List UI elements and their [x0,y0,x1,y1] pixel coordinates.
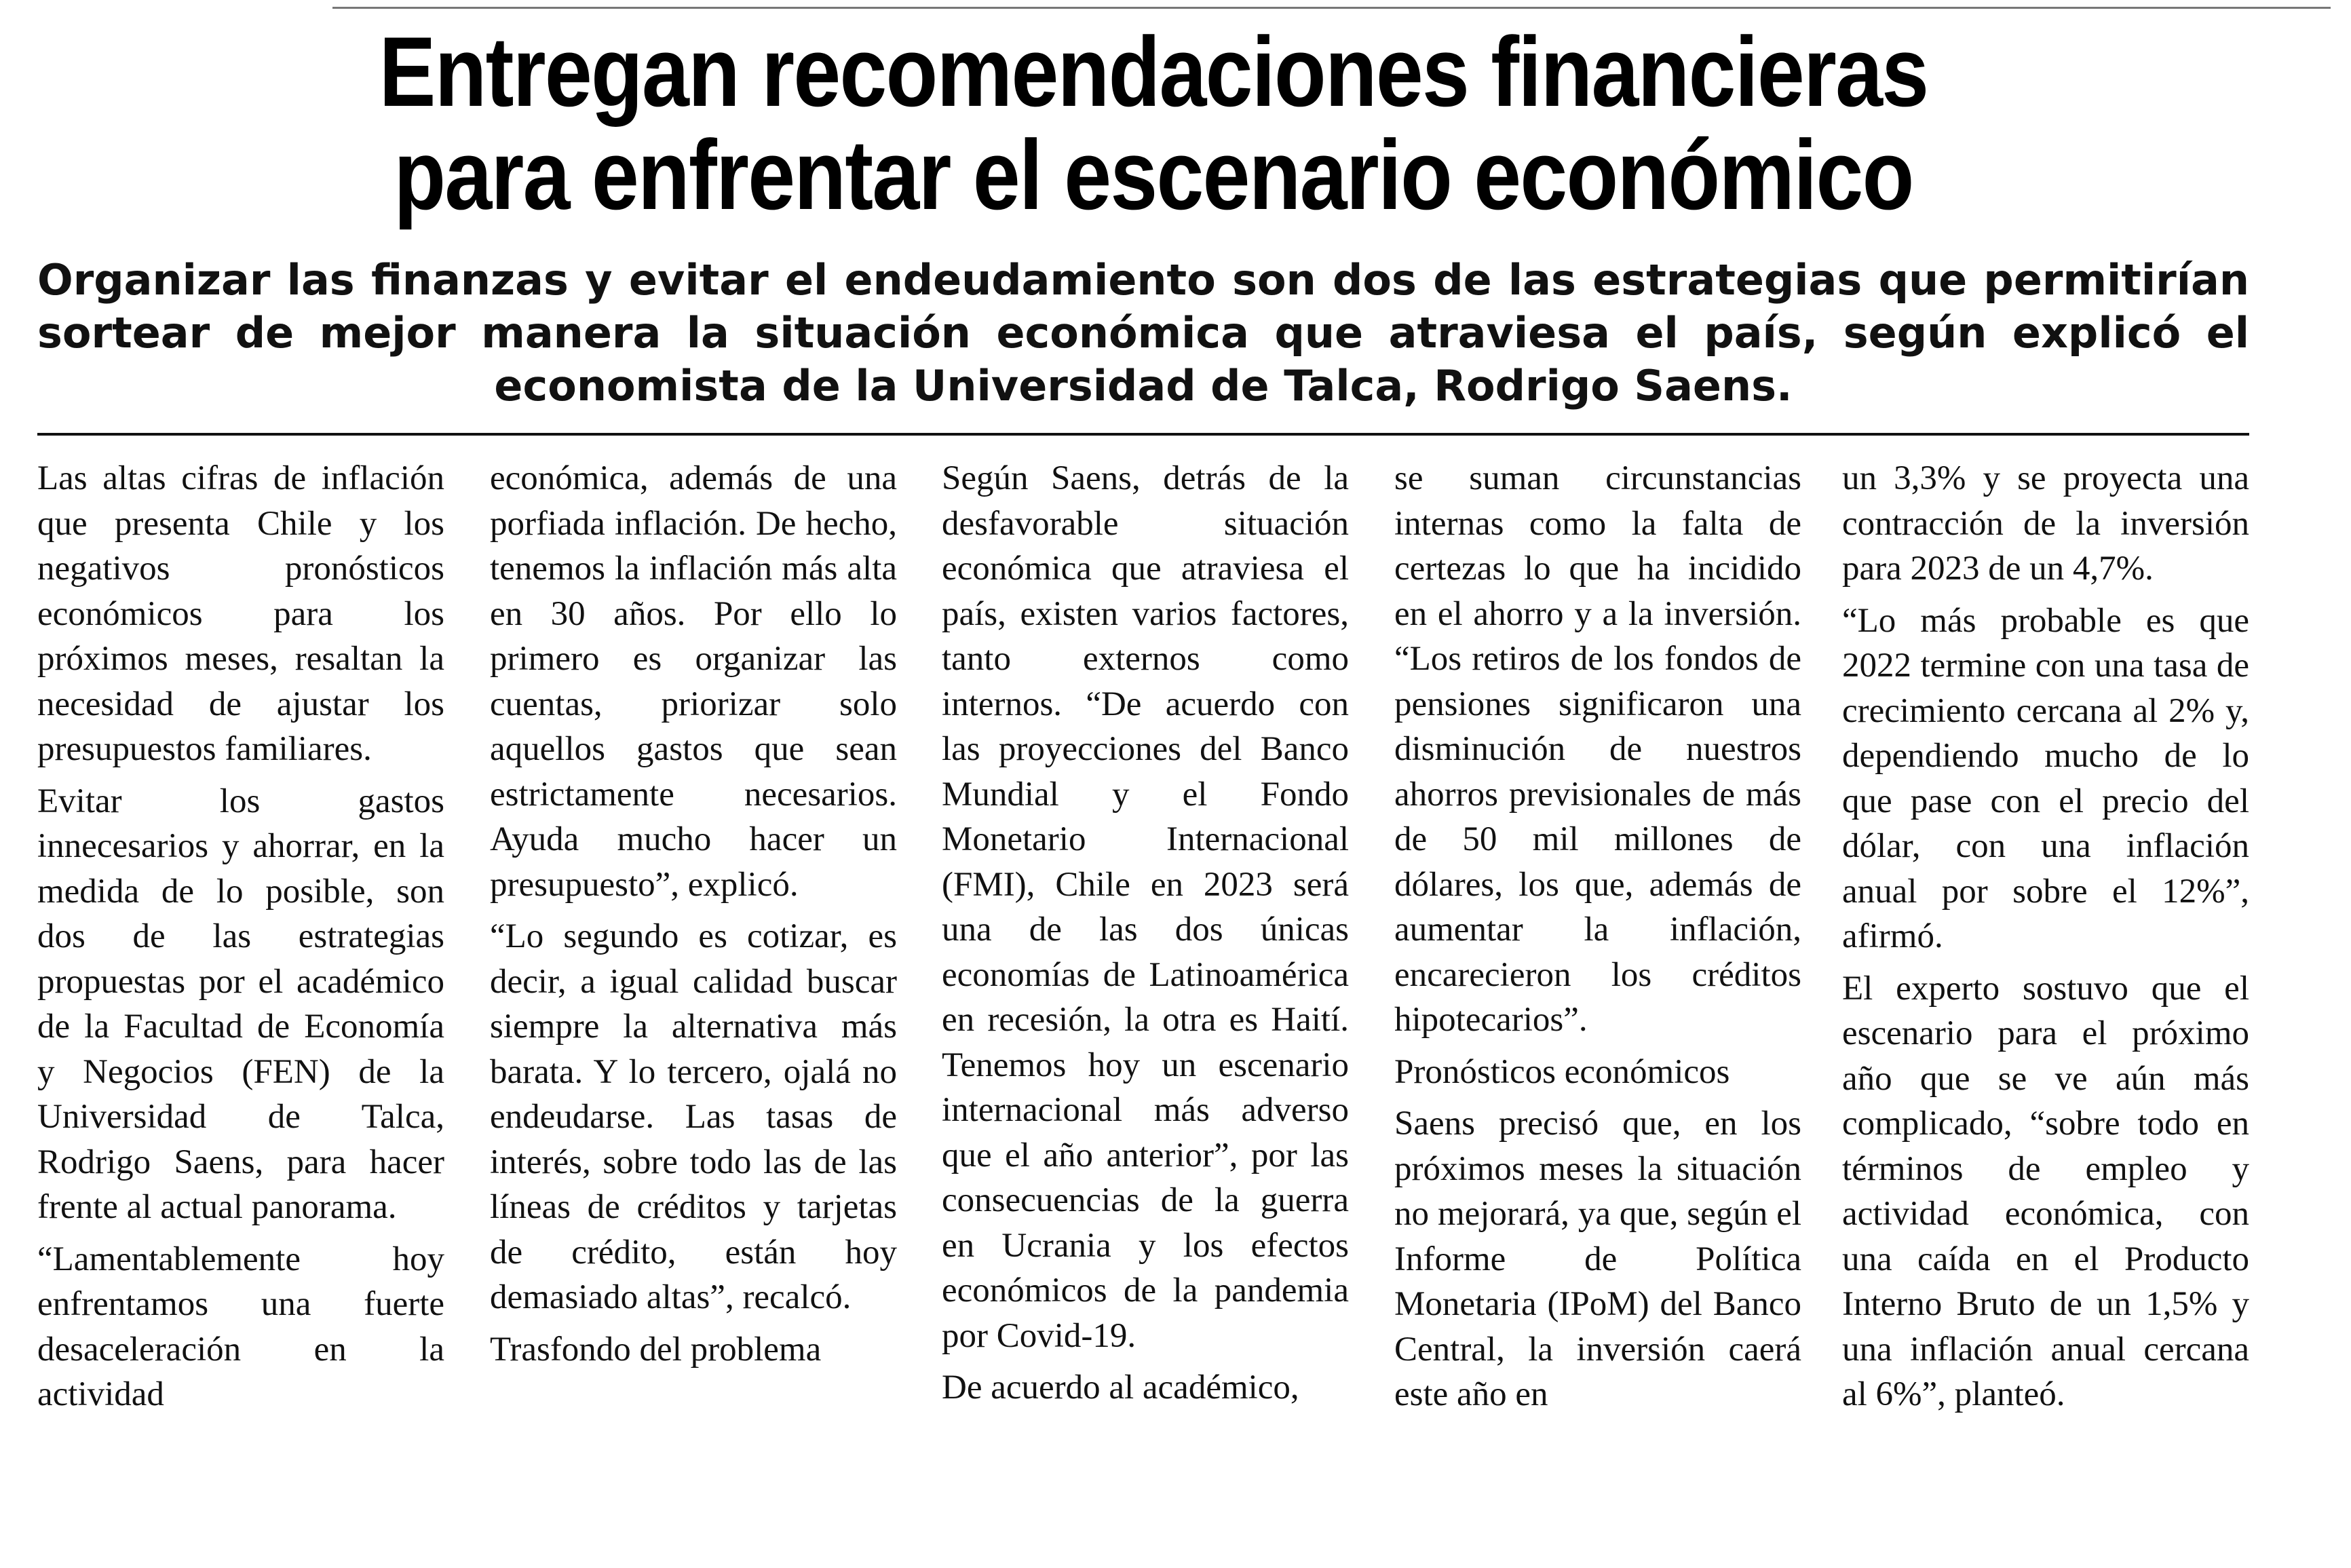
headline [337,16,1970,230]
paragraph: Según Saens, detrás de la desfavorable situación económica que atraviesa el país, existen varios factores, tanto externos como internos. “De acuerdo con las proyecciones del Banco Mundial y el Fondo Monetario Internacional (FMI), Chile en 2023 será una de las dos únicas economías de Latinoamérica en recesión, la otra es Haití. Tenemos hoy un escenario internacional más adverso que el año anterior”, por las consecuencias de la guerra en Ucrania y los efectos económicos de la pandemia por Covid-19. [942,459,1349,1355]
paragraph: Las altas cifras de inflación que presenta Chile y los negativos pronósticos económicos para los próximos meses, resaltan la necesidad de ajustar los presupuestos familiares. [37,459,444,768]
paragraph: “Lo más probable es que 2022 termine con una tasa de crecimiento cercana al 2% y, dependiendo mucho de lo que pase con el precio del dólar, con una inflación anual por sobre el 12%”, afirmó. [1842,601,2249,955]
paragraph: “Lo segundo es cotizar, es decir, a igual calidad buscar siempre la alternativa más barata. Y lo tercero, ojalá no endeudarse. Las tasas de interés, sobre todo las de las líneas de créditos y tarjetas de crédito, están hoy demasiado altas”, recalcó. [490,917,897,1316]
article-column-1 [37,456,444,1424]
section-subtitle: Trasfondo del problema [490,1330,822,1369]
subheadline: Organizar las finanzas y evitar el endeudamiento son dos de las estrategias que permitirían sortear de mejor manera la situación económica que atraviesa el país, según explicó el economista de la Universidad de Talca, Rodrigo Saens. [37,255,2249,410]
section-subtitle: Pronósticos económicos [1394,1052,1730,1091]
paragraph: El experto sostuvo que el escenario para el próximo año que se ve aún más complicado, “sobre todo en términos de empleo y actividad económica, con una caída en el Producto Interno Bruto de un 1,5% y una inflación anual cercana al 6%”, planteó. [1842,969,2249,1413]
top-rule [332,7,2331,9]
paragraph: Saens precisó que, en los próximos meses la situación no mejorará, ya que, según el Informe de Política Monetaria (IPoM) del Banco Central, la inversión caerá este año en [1394,1105,1801,1413]
paragraph: se suman circunstancias internas como la falta de certezas lo que ha incidido en el ahorro y a la inversión. “Los retiros de los fondos de pensiones significaron una disminución de nuestros ahorros previsionales de más de 50 mil millones de dólares, los que, además de aumentar la inflación, encarecieron los créditos hipotecarios”. [1394,459,1801,1039]
article-body [37,456,2249,1514]
paragraph: De acuerdo al académico, [942,1369,1299,1407]
paragraph: económica, además de una porfiada inflación. De hecho, tenemos la inflación más alta en 30 años. Por ello lo primero es organizar las cuentas, priorizar solo aquellos gastos que sean estrictamente necesarios. Ayuda mucho hacer un presupuesto”, explicó. [490,459,897,904]
article-column-5 [1842,456,2249,1424]
article-column-2 [490,456,897,1379]
article-column-4 [1394,456,1801,1424]
paragraph: “Lamentablemente hoy enfrentamos una fuerte desaceleración en la actividad [37,1240,444,1413]
headline-line-1: Entregan recomendaciones financieras [379,16,1928,127]
article-column-3 [942,456,1349,1417]
section-divider [37,433,2249,436]
paragraph: Evitar los gastos innecesarios y ahorrar, en la medida de lo posible, son dos de las estrategias propuestas por el académico de la Facultad de Economía y Negocios (FEN) de la Universidad de Talca, Rodrigo Saens, para hacer frente al actual panorama. [37,782,444,1226]
headline-line-2: para enfrentar el escenario económico [394,119,1913,230]
paragraph: un 3,3% y se proyecta una contracción de la inversión para 2023 de un 4,7%. [1842,459,2249,588]
